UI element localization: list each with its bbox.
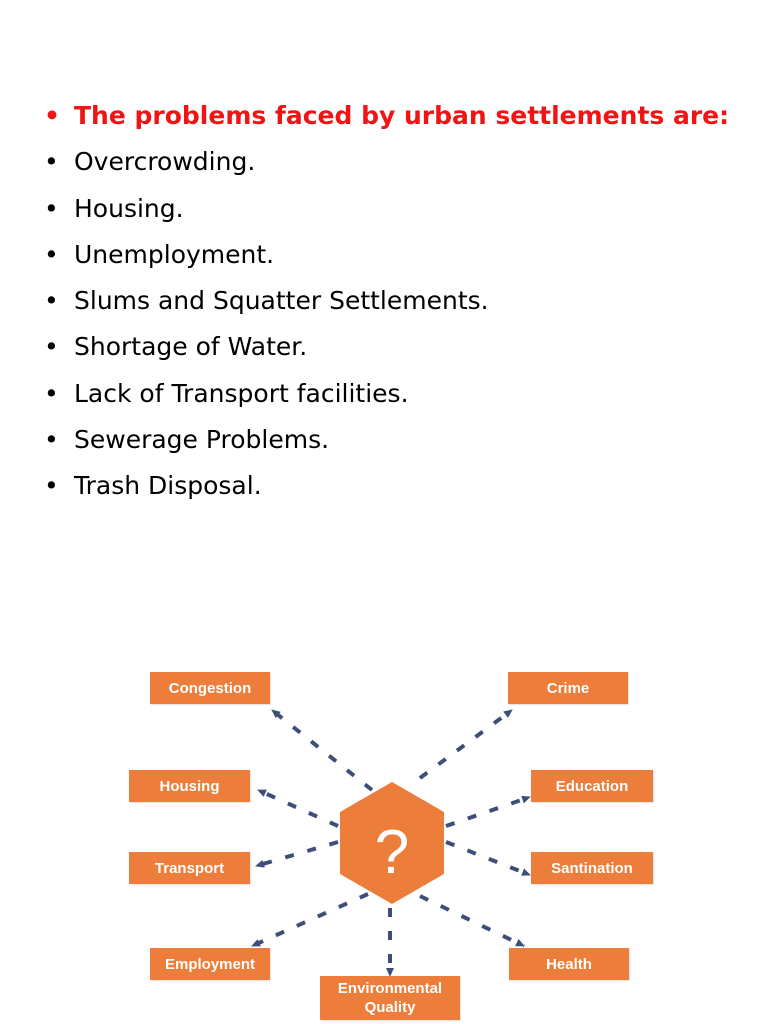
list-item-text: Sewerage Problems. bbox=[74, 425, 330, 455]
bullet-dot: • bbox=[44, 471, 59, 501]
bullet-dot: • bbox=[44, 193, 59, 223]
arrow-crime bbox=[420, 710, 512, 778]
node-education: Education bbox=[531, 770, 653, 802]
list-item-text: Housing. bbox=[74, 193, 184, 223]
arrow-sanitation bbox=[446, 842, 530, 875]
node-congestion: Congestion bbox=[150, 672, 270, 704]
bullet-dot: • bbox=[44, 286, 59, 316]
node-environmental-quality-line1: Environmental bbox=[337, 980, 443, 997]
question-mark: ? bbox=[374, 817, 410, 887]
heading-text: The problems faced by urban settlements are: bbox=[74, 101, 730, 130]
node-housing: Housing bbox=[129, 770, 250, 802]
bullet-dot: • bbox=[44, 101, 60, 130]
list-item-text: Trash Disposal. bbox=[74, 471, 262, 501]
node-environmental-quality bbox=[320, 976, 460, 1020]
list-item-text: Shortage of Water. bbox=[74, 332, 308, 362]
node-transport: Transport bbox=[129, 852, 250, 884]
bullet-dot: • bbox=[44, 378, 59, 408]
list-item-text: Overcrowding. bbox=[74, 147, 256, 177]
node-sanitation: Santination bbox=[531, 852, 653, 884]
node-crime: Crime bbox=[508, 672, 628, 704]
list-item-text: Unemployment. bbox=[74, 239, 275, 269]
bullet-dot: • bbox=[44, 147, 59, 177]
arrow-education bbox=[446, 797, 530, 826]
arrow-transport bbox=[256, 842, 338, 866]
arrow-housing bbox=[258, 790, 338, 826]
node-environmental-quality-line2: Quality bbox=[364, 999, 416, 1016]
list-item-text: Lack of Transport facilities. bbox=[74, 378, 409, 408]
bullet-dot: • bbox=[44, 332, 59, 362]
node-employment: Employment bbox=[150, 948, 270, 980]
node-health: Health bbox=[509, 948, 629, 980]
bullet-dot: • bbox=[44, 239, 59, 269]
bullet-dot: • bbox=[44, 425, 59, 455]
arrow-congestion bbox=[272, 710, 372, 790]
list-item-text: Slums and Squatter Settlements. bbox=[74, 286, 489, 316]
